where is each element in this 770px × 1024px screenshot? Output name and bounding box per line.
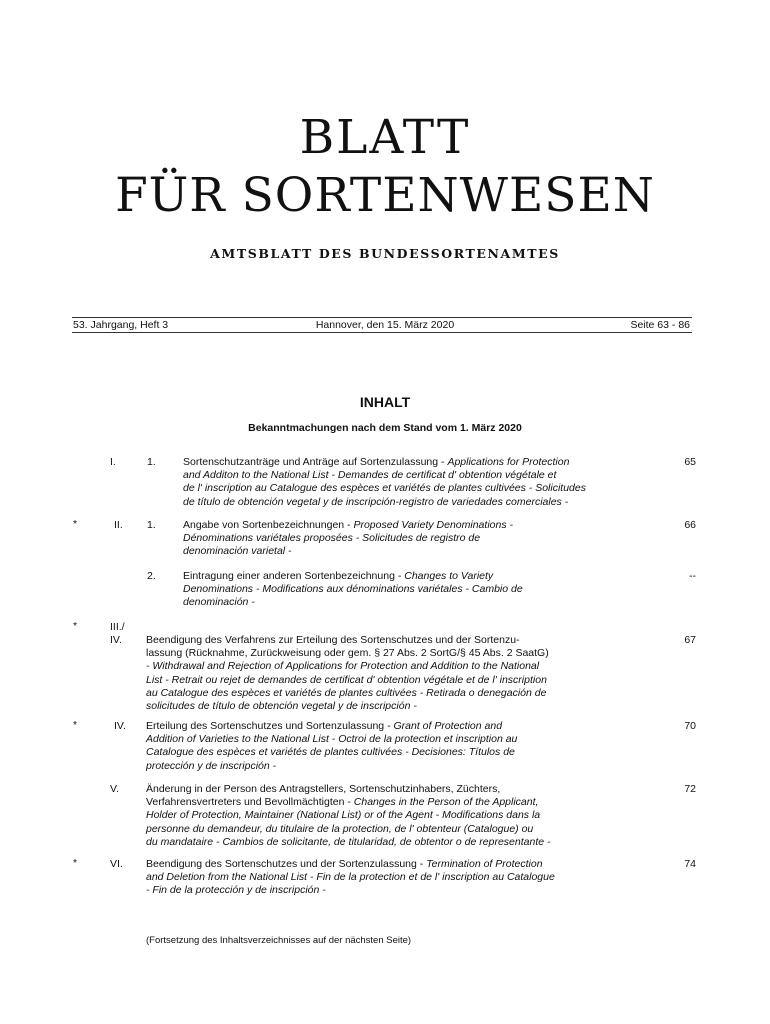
entry-6-roman: V. (110, 783, 119, 795)
entry-2-number: 1. (147, 519, 156, 531)
issue-pages: Seite 63 - 86 (630, 319, 690, 331)
entry-3-page: -- (689, 570, 696, 582)
entry-4-text: Beendigung des Verfahrens zur Erteilung des Sortenschutzes und der Sortenzu- lassung (Rücknahme, Zurückweisung oder gem. § 27 Abs. 2 SortG/§ 45 Abs. 2 SaatG) - Withdrawal and Rejection of Applications for Protection and Addition to the National List - Retrait ou rejet de demandes de certificat d' obtention végétale et de l' inscription au Catalogue des espèces et variétés de plantes cultivées - Retirada o denegación de solicitudes de título de obtención vegetal y de inscripción - (146, 634, 549, 713)
issue-place-date: Hannover, den 15. März 2020 (315, 319, 455, 331)
entry-7-star: * (73, 857, 78, 869)
entry-1-page: 65 (684, 456, 696, 468)
contents-heading: INHALT (359, 394, 411, 410)
entry-2-page: 66 (684, 519, 696, 531)
masthead-title-line1: BLATT (299, 110, 471, 165)
entry-5-text: Erteilung des Sortenschutzes und Sortenzulassung - Grant of Protection and Addition of Varieties to the National List - Octroi de la protection et inscription au Catalogue des espèces et variétés de plantes cultivées - Decisiones: Títulos de protección y de inscripción - (146, 720, 518, 772)
entry-5-star: * (73, 719, 78, 731)
entry-4-roman: III./ (110, 621, 125, 633)
entry-3-text: Eintragung einer anderen Sortenbezeichnung - Changes to Variety Denominations - Modifications aux dénominations variétales - Cambio de denominación - (183, 570, 523, 609)
contents-subheading: Bekanntmachungen nach dem Stand vom 1. März 2020 (248, 422, 522, 434)
entry-6-text: Änderung in der Person des Antragstellers, Sortenschutzinhabers, Züchters, Verfahrensvertreters und Bevollmächtigten - Changes in the Person of the Applicant, Holder of Protection, Maintainer (National List) or of the Agent - Modifications dans la personne du demandeur, du titulaire de la protection, de l' obtenteur (Catalogue) ou du mandataire - Cambios de solicitante, de titularidad, de obtentor o de representante - (146, 783, 551, 848)
entry-3-number: 2. (147, 570, 156, 582)
entry-2-text: Angabe von Sortenbezeichnungen - Proposed Variety Denominations - Dénominations variétales proposées - Solicitudes de registro de denominación varietal - (183, 519, 513, 558)
entry-4-page: 67 (684, 634, 696, 646)
entry-5-roman: IV. (114, 720, 126, 732)
entry-7-roman: VI. (110, 858, 123, 870)
meta-top-rule (72, 317, 692, 318)
masthead-title-line2: FÜR SORTENWESEN (115, 168, 655, 223)
entry-6-page: 72 (684, 783, 696, 795)
meta-bottom-rule (72, 332, 692, 333)
masthead-subtitle: AMTSBLATT DES BUNDESSORTENAMTES (210, 246, 560, 261)
issue-number: 53. Jahrgang, Heft 3 (73, 319, 169, 331)
entry-1-number: 1. (147, 456, 156, 468)
entry-4-roman-continued: IV. (110, 634, 122, 646)
entry-1-text: Sortenschutzanträge und Anträge auf Sortenzulassung - Applications for Protection and Additon to the National List - Demandes de certificat d' obtention végétale et de l' inscription au Catalogue des espèces et variétés de plantes cultivées - Solicitudes de título de obtención vegetal y de inscripción-registro de variedades comerciales - (183, 456, 586, 508)
entry-7-text: Beendigung des Sortenschutzes und der Sortenzulassung - Termination of Protection and Deletion from the National List - Fin de la protection et de l' inscription au Catalogue - Fin de la protección y de inscripción - (146, 858, 555, 897)
continuation-note: (Fortsetzung des Inhaltsverzeichnisses auf der nächsten Seite) (146, 935, 412, 946)
entry-7-page: 74 (684, 858, 696, 870)
entry-2-star: * (73, 518, 78, 530)
entry-5-page: 70 (684, 720, 696, 732)
entry-1-roman: I. (110, 456, 116, 468)
entry-4-star: * (73, 620, 78, 632)
entry-2-roman: II. (114, 519, 123, 531)
